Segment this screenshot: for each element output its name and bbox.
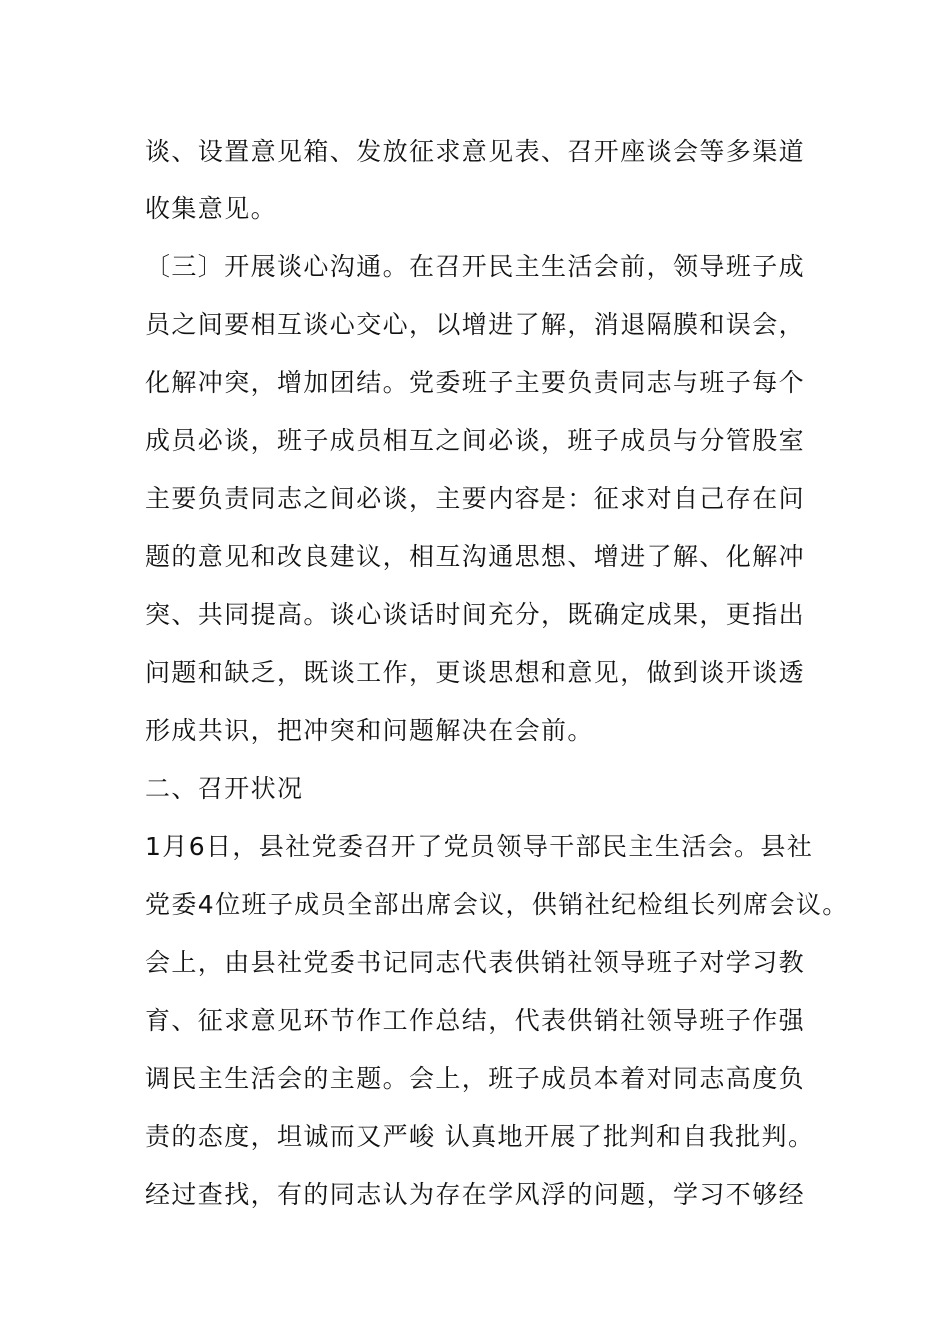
text-line-13: 1月6日，县社党委召开了党员领导干部民主生活会。县社	[145, 832, 814, 861]
text-line-3: 〔三〕开展谈心沟通。在召开民主生活会前，领导班子成	[145, 252, 806, 281]
text-line-15: 会上，由县社党委书记同志代表供销社领导班子对学习教	[145, 948, 806, 977]
text-line-11: 形成共识，把冲突和问题解决在会前。	[145, 716, 594, 745]
text-line-1: 谈、设置意见箱、发放征求意见表、召开座谈会等多渠道	[145, 137, 806, 166]
text-line-10: 问题和缺乏，既谈工作，更谈思想和意见，做到谈开谈透	[145, 658, 806, 687]
text-line-17: 调民主生活会的主题。会上，班子成员本着对同志高度负	[145, 1064, 806, 1093]
text-line-8: 题的意见和改良建议，相互沟通思想、增进了解、化解冲	[145, 542, 806, 571]
text-line-7: 主要负责同志之间必谈，主要内容是：征求对自己存在问	[145, 484, 806, 513]
text-line-4: 员之间要相互谈心交心，以增进了解，消退隔膜和误会，	[145, 310, 806, 339]
text-line-6: 成员必谈，班子成员相互之间必谈，班子成员与分管股室	[145, 426, 806, 455]
text-line-2: 收集意见。	[145, 194, 278, 223]
section-heading: 二、召开状况	[145, 774, 304, 803]
text-line-14: 党委4位班子成员全部出席会议，供销社纪检组长列席会议。	[145, 890, 849, 919]
text-line-19: 经过查找，有的同志认为存在学风浮的问题，学习不够经	[145, 1180, 806, 1209]
text-line-16: 育、征求意见环节作工作总结，代表供销社领导班子作强	[145, 1006, 806, 1035]
text-line-18: 责的态度，坦诚而又严峻 认真地开展了批判和自我批判。	[145, 1122, 815, 1151]
text-line-9: 突、共同提高。谈心谈话时间充分，既确定成果，更指出	[145, 600, 806, 629]
text-line-5: 化解冲突，增加团结。党委班子主要负责同志与班子每个	[145, 368, 806, 397]
